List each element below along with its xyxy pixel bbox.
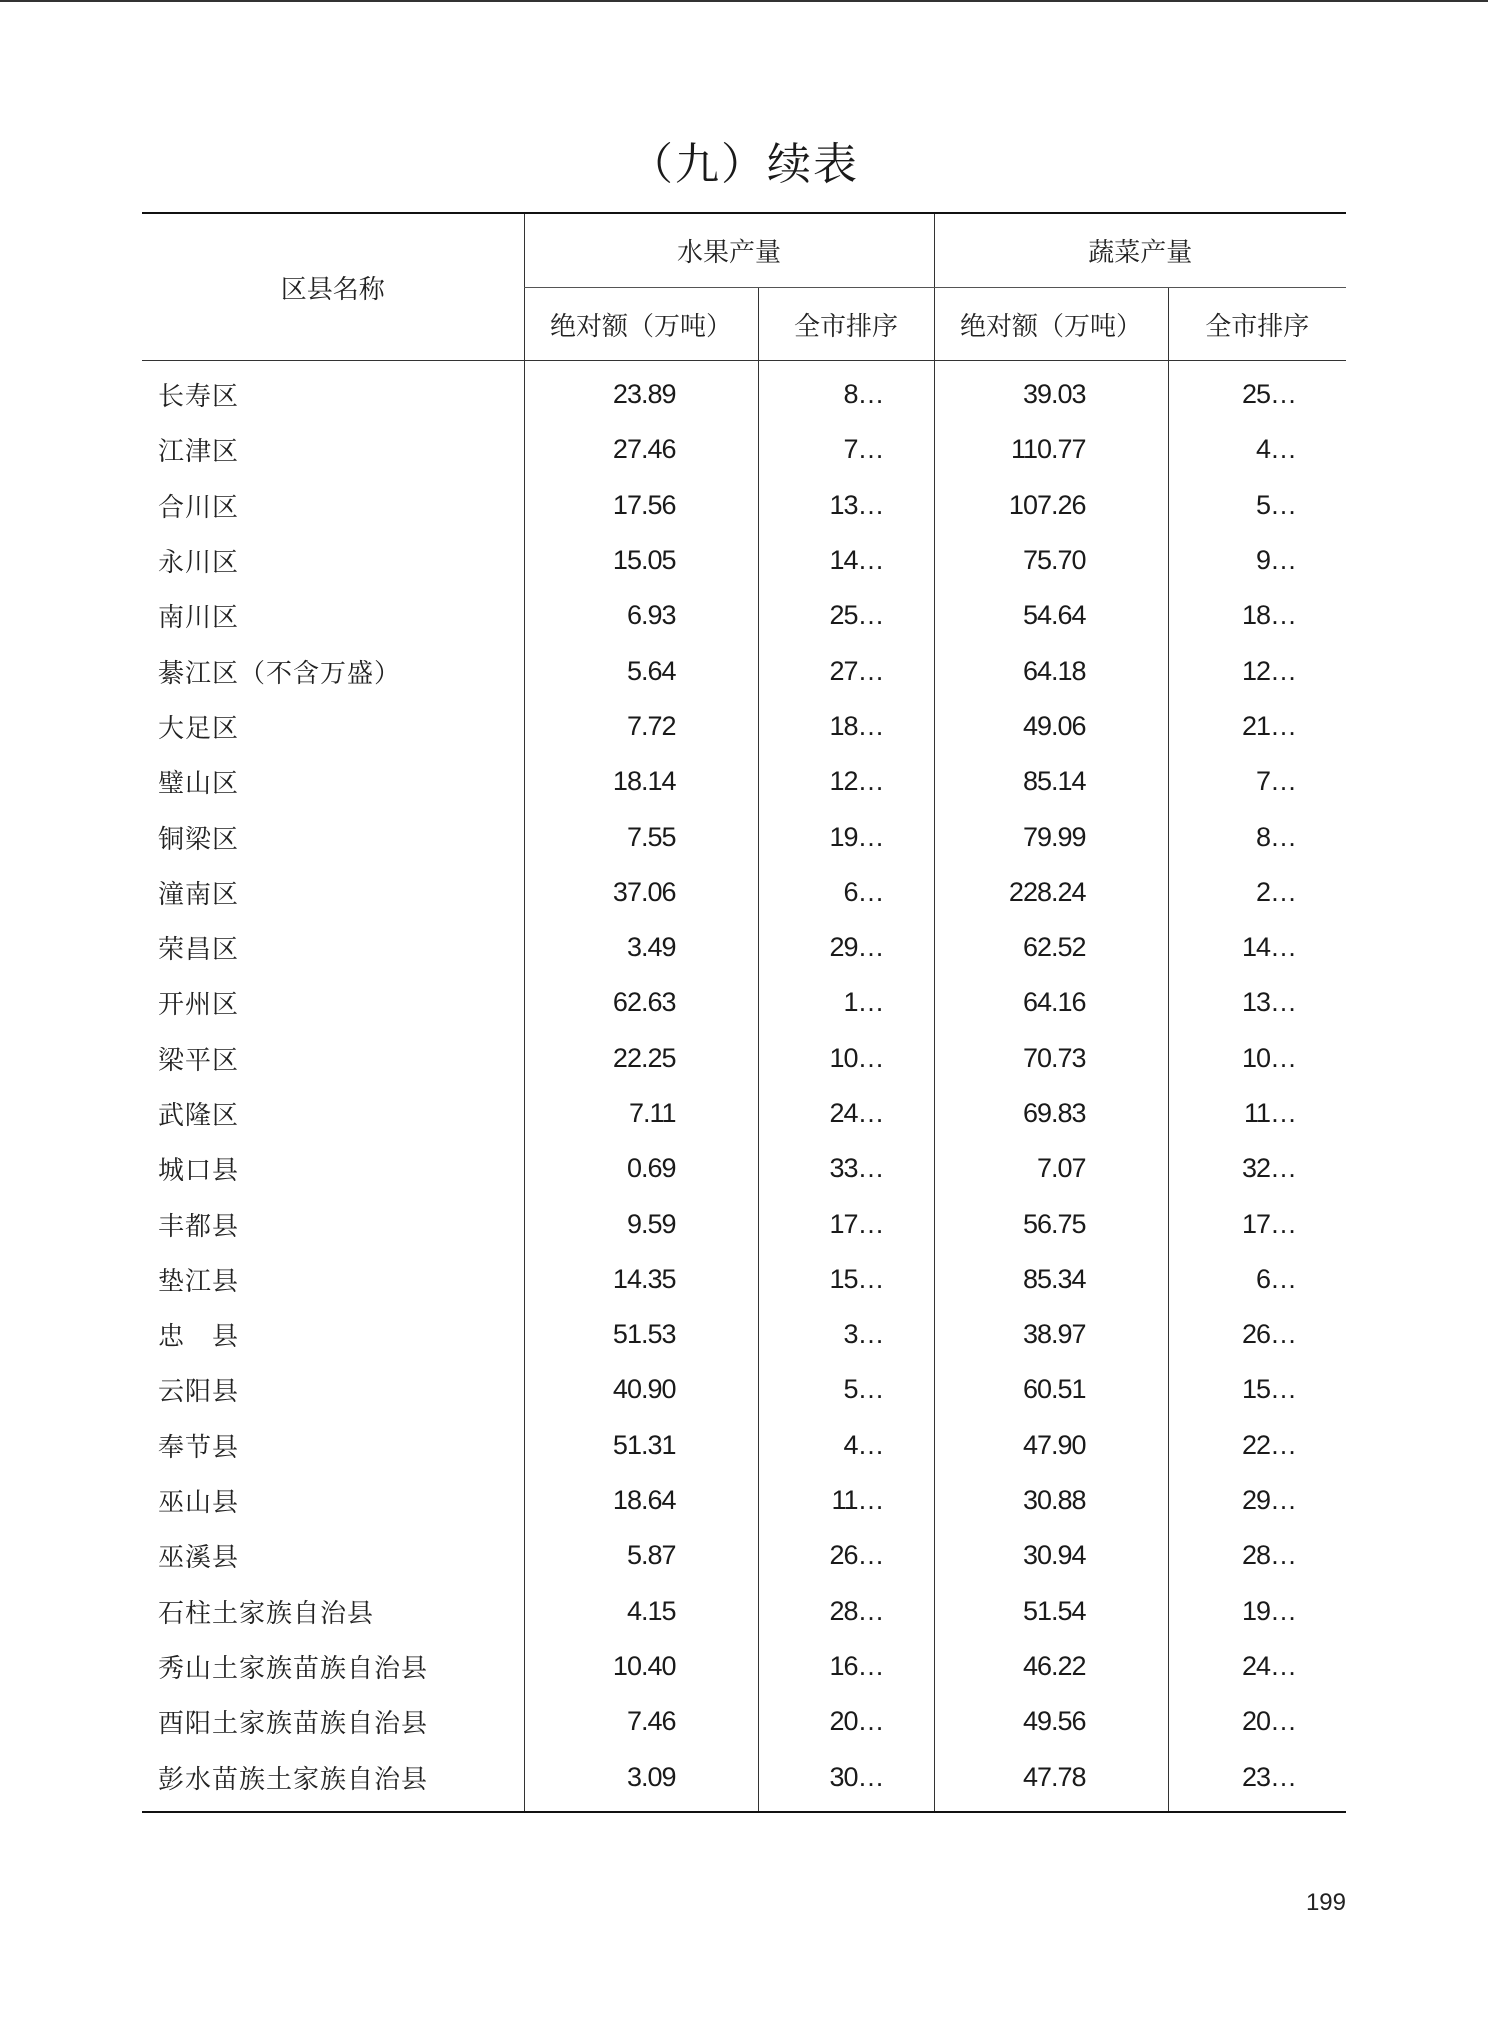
cell-vegetable-amount: 30.94 bbox=[934, 1528, 1168, 1583]
cell-fruit-rank: 30… bbox=[758, 1749, 934, 1811]
cell-fruit-rank: 5… bbox=[758, 1362, 934, 1417]
cell-fruit-rank: 11… bbox=[758, 1473, 934, 1528]
cell-fruit-rank: 24… bbox=[758, 1086, 934, 1141]
cell-vegetable-rank: 32… bbox=[1168, 1141, 1346, 1196]
cell-district-name: 忠 县 bbox=[158, 1322, 240, 1353]
cell-vegetable-amount: 56.75 bbox=[934, 1196, 1168, 1251]
cell-vegetable-rank: 22… bbox=[1168, 1418, 1346, 1473]
cell-fruit-amount: 14.35 bbox=[524, 1252, 758, 1307]
cell-district-name: 梁平区 bbox=[158, 1045, 240, 1076]
cell-vegetable-rank: 7… bbox=[1168, 754, 1346, 809]
cell-fruit-rank: 27… bbox=[758, 643, 934, 698]
cell-fruit-amount: 40.90 bbox=[524, 1362, 758, 1417]
cell-vegetable-amount: 46.22 bbox=[934, 1639, 1168, 1694]
cell-fruit-amount: 62.63 bbox=[524, 975, 758, 1030]
cell-district-name: 永川区 bbox=[158, 548, 240, 579]
table-row bbox=[142, 478, 1346, 533]
cell-fruit-rank: 18… bbox=[758, 699, 934, 754]
table-row bbox=[142, 1252, 1346, 1307]
table-row bbox=[142, 1473, 1346, 1528]
district-output-table bbox=[142, 212, 1346, 1813]
header-vegetable-rank: 全市排序 bbox=[1168, 288, 1346, 361]
cell-fruit-rank: 16… bbox=[758, 1639, 934, 1694]
cell-vegetable-rank: 4… bbox=[1168, 422, 1346, 477]
table-row bbox=[142, 361, 1346, 423]
cell-vegetable-rank: 5… bbox=[1168, 478, 1346, 533]
cell-vegetable-rank: 20… bbox=[1168, 1694, 1346, 1749]
cell-district-name: 石柱土家族自治县 bbox=[158, 1598, 375, 1629]
table-row bbox=[142, 1639, 1346, 1694]
table-row bbox=[142, 1418, 1346, 1473]
cell-district-name: 大足区 bbox=[158, 713, 240, 744]
cell-district-name: 奉节县 bbox=[158, 1432, 240, 1463]
cell-fruit-rank: 17… bbox=[758, 1196, 934, 1251]
cell-fruit-rank: 26… bbox=[758, 1528, 934, 1583]
cell-fruit-amount: 7.11 bbox=[524, 1086, 758, 1141]
cell-district-name: 荣昌区 bbox=[158, 935, 240, 966]
header-fruit-rank: 全市排序 bbox=[758, 288, 934, 361]
cell-district-name: 秀山土家族苗族自治县 bbox=[158, 1653, 429, 1684]
cell-vegetable-amount: 85.14 bbox=[934, 754, 1168, 809]
cell-vegetable-amount: 54.64 bbox=[934, 588, 1168, 643]
cell-fruit-amount: 18.14 bbox=[524, 754, 758, 809]
cell-fruit-rank: 7… bbox=[758, 422, 934, 477]
table-row bbox=[142, 975, 1346, 1030]
cell-district-name: 开州区 bbox=[158, 990, 240, 1021]
cell-vegetable-rank: 18… bbox=[1168, 588, 1346, 643]
cell-fruit-rank: 33… bbox=[758, 1141, 934, 1196]
cell-vegetable-rank: 8… bbox=[1168, 809, 1346, 864]
cell-fruit-rank: 20… bbox=[758, 1694, 934, 1749]
cell-vegetable-amount: 70.73 bbox=[934, 1031, 1168, 1086]
cell-district-name: 武隆区 bbox=[158, 1101, 240, 1131]
table-row bbox=[142, 1584, 1346, 1639]
cell-vegetable-rank: 13… bbox=[1168, 975, 1346, 1030]
cell-district-name: 巫山县 bbox=[158, 1488, 240, 1519]
cell-vegetable-amount: 228.24 bbox=[934, 865, 1168, 920]
cell-vegetable-rank: 9… bbox=[1168, 533, 1346, 588]
cell-fruit-amount: 3.09 bbox=[524, 1749, 758, 1811]
cell-vegetable-rank: 29… bbox=[1168, 1473, 1346, 1528]
header-district-name: 区县名称 bbox=[142, 213, 524, 361]
table-row bbox=[142, 1307, 1346, 1362]
cell-vegetable-rank: 17… bbox=[1168, 1196, 1346, 1251]
cell-fruit-amount: 3.49 bbox=[524, 920, 758, 975]
cell-vegetable-amount: 64.16 bbox=[934, 975, 1168, 1030]
table-row bbox=[142, 1196, 1346, 1251]
cell-fruit-amount: 7.72 bbox=[524, 699, 758, 754]
cell-district-name: 垫江县 bbox=[158, 1266, 240, 1297]
cell-fruit-rank: 15… bbox=[758, 1252, 934, 1307]
cell-vegetable-amount: 110.77 bbox=[934, 422, 1168, 477]
table-row bbox=[142, 699, 1346, 754]
cell-district-name: 长寿区 bbox=[158, 382, 240, 413]
table-row bbox=[142, 920, 1346, 975]
header-vegetable-output: 蔬菜产量 bbox=[934, 213, 1346, 288]
table-row bbox=[142, 1749, 1346, 1811]
cell-vegetable-rank: 25… bbox=[1168, 361, 1346, 423]
header-group-row bbox=[142, 213, 1346, 288]
cell-district-name: 南川区 bbox=[158, 603, 240, 634]
cell-fruit-rank: 3… bbox=[758, 1307, 934, 1362]
table-row bbox=[142, 422, 1346, 477]
cell-fruit-amount: 7.55 bbox=[524, 809, 758, 864]
cell-fruit-amount: 37.06 bbox=[524, 865, 758, 920]
cell-vegetable-rank: 24… bbox=[1168, 1639, 1346, 1694]
cell-fruit-amount: 22.25 bbox=[524, 1031, 758, 1086]
cell-fruit-rank: 25… bbox=[758, 588, 934, 643]
cell-vegetable-rank: 23… bbox=[1168, 1749, 1346, 1811]
table-row bbox=[142, 754, 1346, 809]
cell-fruit-amount: 18.64 bbox=[524, 1473, 758, 1528]
table-row bbox=[142, 1528, 1346, 1583]
table-row bbox=[142, 643, 1346, 698]
table-row bbox=[142, 1141, 1346, 1196]
header-fruit-amount: 绝对额（万吨） bbox=[524, 288, 758, 361]
cell-vegetable-amount: 49.06 bbox=[934, 699, 1168, 754]
table-row bbox=[142, 1031, 1346, 1086]
cell-fruit-amount: 0.69 bbox=[524, 1141, 758, 1196]
cell-fruit-amount: 5.87 bbox=[524, 1528, 758, 1583]
table-row bbox=[142, 1694, 1346, 1749]
cell-fruit-amount: 4.15 bbox=[524, 1584, 758, 1639]
cell-fruit-amount: 7.46 bbox=[524, 1694, 758, 1749]
cell-district-name: 合川区 bbox=[158, 492, 240, 523]
table-row bbox=[142, 533, 1346, 588]
cell-fruit-rank: 12… bbox=[758, 754, 934, 809]
cell-district-name: 云阳县 bbox=[158, 1377, 240, 1408]
cell-vegetable-rank: 14… bbox=[1168, 920, 1346, 975]
cell-fruit-amount: 17.56 bbox=[524, 478, 758, 533]
cell-vegetable-amount: 38.97 bbox=[934, 1307, 1168, 1362]
cell-district-name: 酉阳土家族苗族自治县 bbox=[158, 1709, 429, 1740]
cell-district-name: 璧山区 bbox=[158, 769, 240, 800]
cell-vegetable-amount: 60.51 bbox=[934, 1362, 1168, 1417]
cell-vegetable-amount: 39.03 bbox=[934, 361, 1168, 423]
cell-fruit-rank: 28… bbox=[758, 1584, 934, 1639]
table-row bbox=[142, 1086, 1346, 1141]
cell-vegetable-amount: 47.90 bbox=[934, 1418, 1168, 1473]
cell-district-name: 城口县 bbox=[158, 1156, 240, 1187]
cell-vegetable-rank: 28… bbox=[1168, 1528, 1346, 1583]
cell-fruit-rank: 13… bbox=[758, 478, 934, 533]
cell-fruit-amount: 15.05 bbox=[524, 533, 758, 588]
table-row bbox=[142, 809, 1346, 864]
cell-district-name: 彭水苗族土家族自治县 bbox=[142, 1749, 524, 1811]
cell-fruit-amount: 10.40 bbox=[524, 1639, 758, 1694]
cell-vegetable-amount: 51.54 bbox=[934, 1584, 1168, 1639]
page-number: 199 bbox=[1305, 1889, 1346, 1916]
cell-district-name: 綦江区（不含万盛） bbox=[158, 658, 402, 689]
cell-district-name: 江津区 bbox=[158, 437, 240, 468]
cell-vegetable-amount: 62.52 bbox=[934, 920, 1168, 975]
cell-fruit-amount: 5.64 bbox=[524, 643, 758, 698]
table-row bbox=[142, 588, 1346, 643]
cell-fruit-rank: 10… bbox=[758, 1031, 934, 1086]
cell-fruit-rank: 8… bbox=[758, 361, 934, 423]
cell-vegetable-amount: 69.83 bbox=[934, 1086, 1168, 1141]
cell-fruit-amount: 51.53 bbox=[524, 1307, 758, 1362]
cell-fruit-amount: 9.59 bbox=[524, 1196, 758, 1251]
cell-vegetable-rank: 26… bbox=[1168, 1307, 1346, 1362]
cell-fruit-amount: 23.89 bbox=[524, 361, 758, 423]
table-header bbox=[142, 213, 1346, 361]
table-row bbox=[142, 1362, 1346, 1417]
cell-fruit-rank: 29… bbox=[758, 920, 934, 975]
cell-vegetable-amount: 75.70 bbox=[934, 533, 1168, 588]
table-body bbox=[142, 361, 1346, 1812]
cell-vegetable-amount: 107.26 bbox=[934, 478, 1168, 533]
cell-vegetable-rank: 11… bbox=[1168, 1086, 1346, 1141]
cell-vegetable-rank: 21… bbox=[1168, 699, 1346, 754]
cell-fruit-amount: 51.31 bbox=[524, 1418, 758, 1473]
page-top-border bbox=[0, 0, 1488, 2]
cell-vegetable-rank: 2… bbox=[1168, 865, 1346, 920]
cell-district-name: 丰都县 bbox=[158, 1211, 240, 1242]
cell-fruit-rank: 6… bbox=[758, 865, 934, 920]
cell-district-name: 潼南区 bbox=[158, 879, 240, 910]
cell-fruit-rank: 19… bbox=[758, 809, 934, 864]
cell-district-name: 巫溪县 bbox=[158, 1543, 240, 1574]
page-title: （九）续表 bbox=[629, 139, 859, 190]
cell-fruit-rank: 1… bbox=[758, 975, 934, 1030]
cell-vegetable-amount: 47.78 bbox=[934, 1749, 1168, 1811]
cell-vegetable-rank: 12… bbox=[1168, 643, 1346, 698]
header-vegetable-amount: 绝对额（万吨） bbox=[934, 288, 1168, 361]
cell-vegetable-amount: 7.07 bbox=[934, 1141, 1168, 1196]
cell-fruit-rank: 14… bbox=[758, 533, 934, 588]
cell-vegetable-amount: 79.99 bbox=[934, 809, 1168, 864]
header-fruit-output: 水果产量 bbox=[524, 213, 934, 288]
table-row bbox=[142, 865, 1346, 920]
cell-district-name: 铜梁区 bbox=[158, 824, 240, 855]
cell-vegetable-amount: 30.88 bbox=[934, 1473, 1168, 1528]
cell-vegetable-amount: 85.34 bbox=[934, 1252, 1168, 1307]
cell-vegetable-rank: 6… bbox=[1168, 1252, 1346, 1307]
cell-vegetable-rank: 19… bbox=[1168, 1584, 1346, 1639]
cell-fruit-rank: 4… bbox=[758, 1418, 934, 1473]
cell-vegetable-amount: 64.18 bbox=[934, 643, 1168, 698]
cell-fruit-amount: 27.46 bbox=[524, 422, 758, 477]
cell-vegetable-amount: 49.56 bbox=[934, 1694, 1168, 1749]
cell-vegetable-rank: 10… bbox=[1168, 1031, 1346, 1086]
cell-fruit-amount: 6.93 bbox=[524, 588, 758, 643]
cell-vegetable-rank: 15… bbox=[1168, 1362, 1346, 1417]
